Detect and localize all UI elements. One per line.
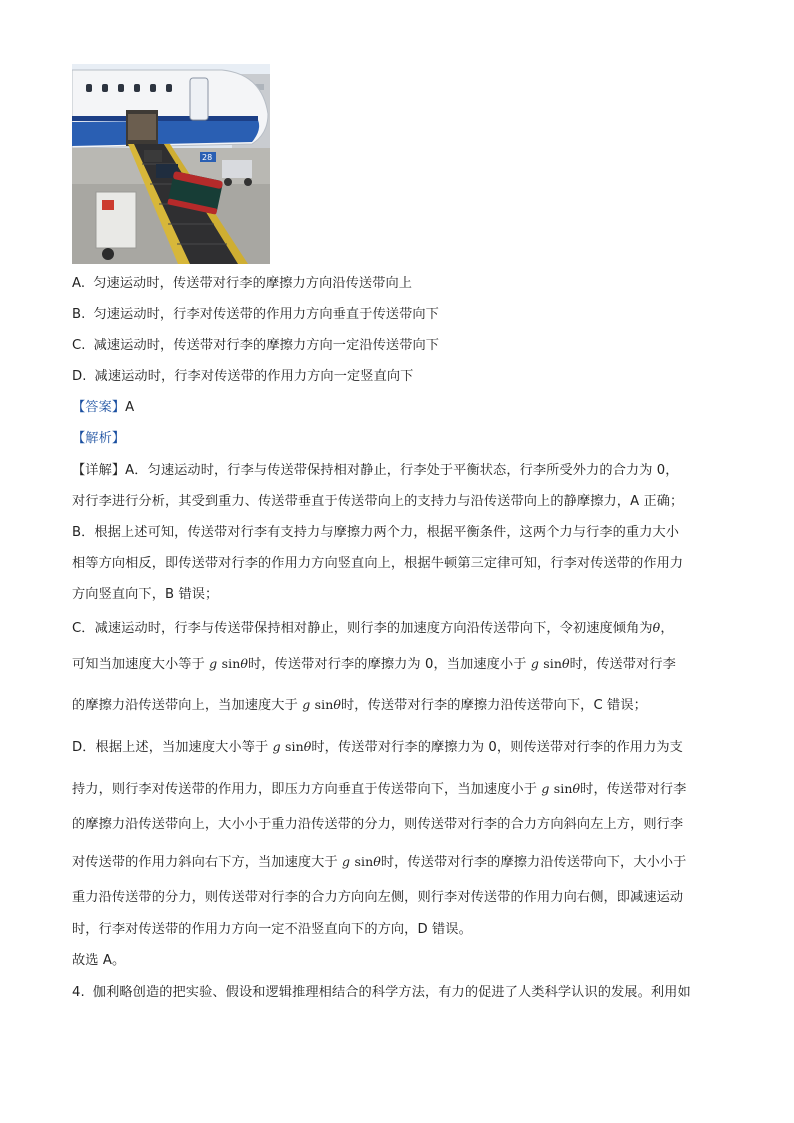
option-a [72,274,412,294]
math-theta: θ [240,656,248,671]
option-letter: D. [72,369,87,384]
detail-text: 时，传送带对行李的摩擦力沿传送带向下，大小小于 [380,855,687,870]
detail-line-4 [72,554,683,574]
detail-text: 时，行李对传送带的作用力方向一定不沿竖直向下的方向，D 错误。 [72,922,472,937]
detail-tag: 【详解】 [72,463,126,478]
math-g: g [541,781,550,796]
option-c [72,336,439,356]
detail-line-7 [72,654,676,675]
detail-line-10 [72,779,686,800]
detail-line-1 [72,461,679,481]
svg-text:28: 28 [202,153,213,162]
math-sin: sin [543,656,562,671]
answer-line [72,398,134,418]
detail-line-3 [72,523,679,543]
detail-line-15 [72,951,125,971]
math-theta: θ [303,739,312,754]
detail-line-11 [72,815,683,835]
answer-value: A [125,400,135,415]
detail-text: 时，传送带对行李 [580,782,687,797]
detail-line-2 [72,492,683,512]
detail-text: 相等方向相反，即传送带对行李的作用力方向竖直向上，根据牛顿第三定律可知，行李对传送带的作用力 [72,556,684,571]
question-text: 伽利略创造的把实验、假设和逻辑推理相结合的科学方法，有力的促进了人类科学认识的发展。利用如 [92,985,691,1000]
detail-line-5 [72,585,218,605]
math-sin: sin [553,781,573,796]
math-theta: θ [373,854,381,869]
detail-text: 对传送带的作用力斜向右下方，当加速度大于 [72,855,338,870]
math-theta: θ [333,697,341,712]
math-g: g [272,739,281,754]
detail-text: 的摩擦力沿传送带向上，大小小于重力沿传送带的分力，则传送带对行李的合力方向斜向左上方，则行李 [72,817,684,832]
math-theta: θ [572,781,581,796]
detail-text: 对行李进行分析，其受到重力、传送带垂直于传送带向上的支持力与沿传送带向上的静摩擦力，A 正确； [72,494,684,509]
detail-text: C．减速运动时，行李与传送带保持相对静止，则行李的加速度方向沿传送带向下，令初速度倾角为 [72,621,653,636]
detail-line-8 [72,695,647,716]
math-sin: sin [221,656,241,671]
detail-text: 时，传送带对行李的摩擦力为 0，则传送带对行李的作用力为支 [311,740,683,755]
analysis-line [72,429,125,449]
option-text: 匀速运动时，行李对传送带的作用力方向垂直于传送带向下 [93,307,439,322]
math-theta: θ [561,656,570,671]
option-text: 减速运动时，行李对传送带的作用力方向一定竖直向下 [94,369,414,384]
detail-line-9 [72,737,683,758]
math-theta: θ [652,620,661,635]
detail-line-6 [72,618,674,639]
detail-text: 可知当加速度大小等于 [72,657,205,672]
math-sin: sin [314,697,334,712]
option-letter: B. [72,307,86,322]
math-g: g [530,656,539,671]
option-d [72,367,413,387]
detail-text: 时，传送带对行李 [569,657,676,672]
detail-text: 故选 A。 [72,953,126,968]
detail-text: 重力沿传送带的分力，则传送带对行李的合力方向向左侧，则行李对传送带的作用力向右侧，即减速运动 [72,890,684,905]
detail-text: 的摩擦力沿传送带向上，当加速度大于 [72,698,298,713]
airplane-baggage-conveyor-photo [72,64,270,264]
detail-line-12 [72,852,686,873]
math-sin: sin [354,854,374,869]
question-number: 4. [72,985,85,1000]
math-sin: sin [284,739,304,754]
option-b [72,305,439,325]
math-comma: ， [660,621,674,636]
detail-text: B．根据上述可知，传送带对行李有支持力与摩擦力两个力，根据平衡条件，这两个力与行李的重力大小 [72,525,680,540]
photo-illustration [72,64,270,264]
detail-line-13 [72,888,683,908]
math-g: g [342,854,351,869]
detail-text: 方向竖直向下，B 错误； [72,587,219,602]
next-question [72,983,691,1003]
option-text: 减速运动时，传送带对行李的摩擦力方向一定沿传送带向下 [93,338,440,353]
detail-text: 时，传送带对行李的摩擦力沿传送带向下，C 错误； [341,698,647,713]
analysis-tag: 【解析】 [72,431,126,446]
detail-text: 时，传送带对行李的摩擦力为 0，当加速度小于 [247,657,527,672]
option-letter: A. [72,276,86,291]
detail-text: D．根据上述，当加速度大小等于 [72,740,269,755]
option-letter: C. [72,338,86,353]
detail-text: 持力，则行李对传送带的作用力，即压力方向垂直于传送带向下，当加速度小于 [72,782,538,797]
detail-text: A．匀速运动时，行李与传送带保持相对静止，行李处于平衡状态，行李所受外力的合力为 0， [125,463,679,478]
detail-line-14 [72,920,472,940]
math-g: g [302,697,311,712]
option-text: 匀速运动时，传送带对行李的摩擦力方向沿传送带向上 [93,276,413,291]
answer-tag: 【答案】 [72,400,126,415]
math-g: g [209,656,218,671]
